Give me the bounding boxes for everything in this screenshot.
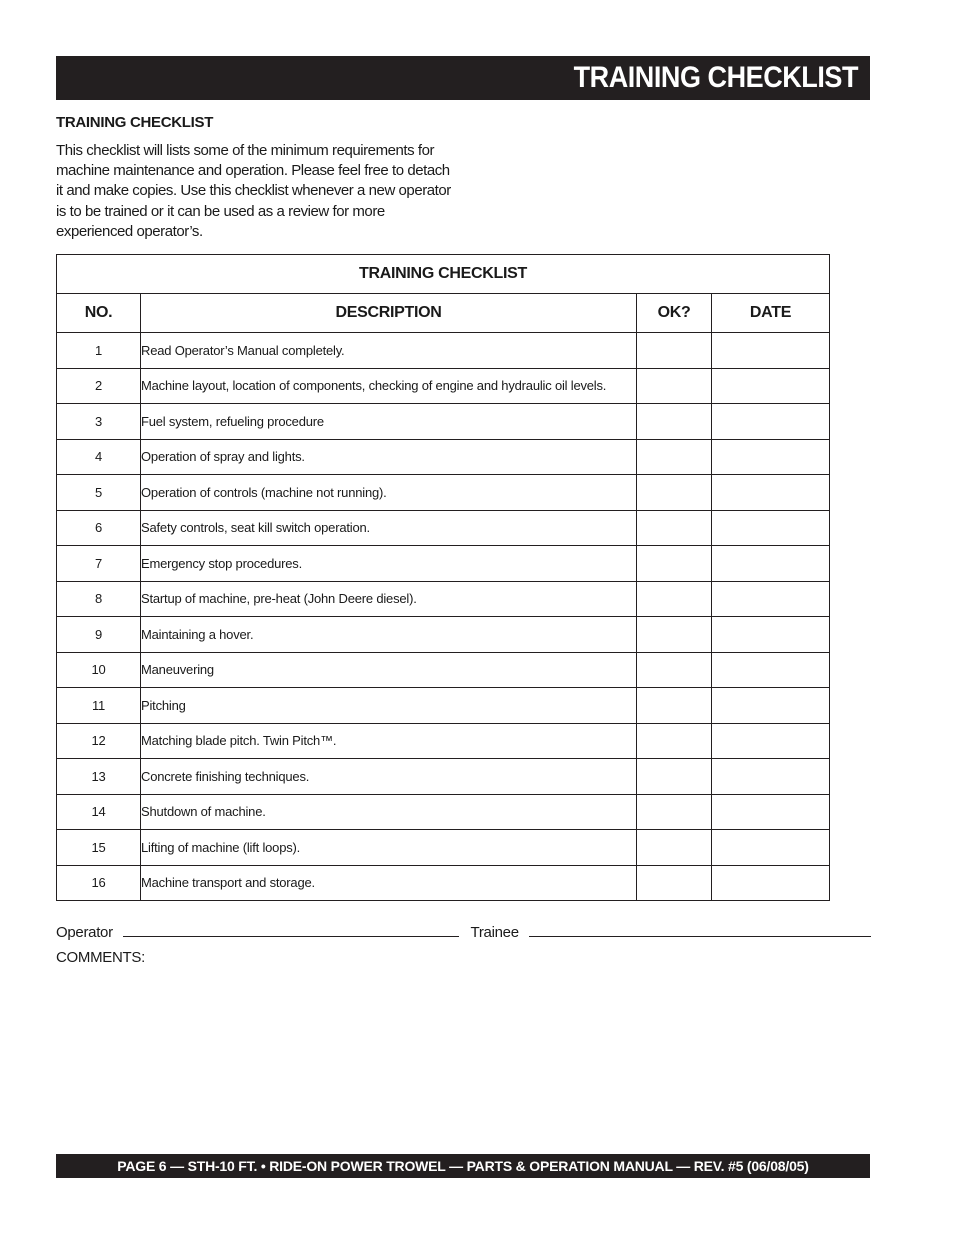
row-description: Concrete finishing techniques.: [141, 759, 637, 795]
date-cell[interactable]: [712, 546, 830, 582]
table-row: [57, 652, 830, 688]
table-row: [57, 688, 830, 724]
date-cell[interactable]: [712, 439, 830, 475]
date-cell[interactable]: [712, 581, 830, 617]
row-description: Maintaining a hover.: [141, 617, 637, 653]
ok-cell[interactable]: [637, 333, 712, 369]
date-cell[interactable]: [712, 617, 830, 653]
ok-cell[interactable]: [637, 404, 712, 440]
date-cell[interactable]: [712, 794, 830, 830]
trainee-signature-line[interactable]: [529, 922, 871, 937]
row-description: Operation of controls (machine not running).: [141, 475, 637, 511]
trainee-label: Trainee: [470, 924, 519, 941]
ok-cell[interactable]: [637, 794, 712, 830]
row-description: Fuel system, refueling procedure: [141, 404, 637, 440]
row-number: 7: [57, 546, 141, 582]
row-number: 9: [57, 617, 141, 653]
date-cell[interactable]: [712, 759, 830, 795]
table-row: [57, 439, 830, 475]
column-header-description: DESCRIPTION: [141, 294, 637, 333]
row-number: 2: [57, 368, 141, 404]
row-number: 4: [57, 439, 141, 475]
row-number: 13: [57, 759, 141, 795]
section-heading: TRAINING CHECKLIST: [56, 114, 214, 131]
row-number: 15: [57, 830, 141, 866]
table-row: [57, 794, 830, 830]
table-row: [57, 510, 830, 546]
row-number: 10: [57, 652, 141, 688]
signature-row: [56, 922, 870, 941]
row-number: 8: [57, 581, 141, 617]
ok-cell[interactable]: [637, 688, 712, 724]
ok-cell[interactable]: [637, 510, 712, 546]
ok-cell[interactable]: [637, 865, 712, 901]
ok-cell[interactable]: [637, 368, 712, 404]
date-cell[interactable]: [712, 368, 830, 404]
date-cell[interactable]: [712, 865, 830, 901]
table-row: [57, 333, 830, 369]
row-number: 6: [57, 510, 141, 546]
table-row: [57, 830, 830, 866]
row-description: Maneuvering: [141, 652, 637, 688]
footer-text: PAGE 6 — STH-10 FT. • RIDE-ON POWER TROWEL — PARTS & OPERATION MANUAL — REV. #5 (06/08/05): [117, 1158, 809, 1174]
table-body: [57, 333, 830, 901]
row-description: Read Operator’s Manual completely.: [141, 333, 637, 369]
ok-cell[interactable]: [637, 581, 712, 617]
row-description: Safety controls, seat kill switch operation.: [141, 510, 637, 546]
ok-cell[interactable]: [637, 439, 712, 475]
ok-cell[interactable]: [637, 830, 712, 866]
row-description: Startup of machine, pre-heat (John Deere diesel).: [141, 581, 637, 617]
row-number: 3: [57, 404, 141, 440]
date-cell[interactable]: [712, 830, 830, 866]
ok-cell[interactable]: [637, 759, 712, 795]
table-header-row: [57, 294, 830, 333]
table-row: [57, 723, 830, 759]
date-cell[interactable]: [712, 510, 830, 546]
table-row: [57, 404, 830, 440]
row-description: Machine layout, location of components, checking of engine and hydraulic oil levels.: [141, 368, 637, 404]
table-row: [57, 617, 830, 653]
comments-label: COMMENTS:: [56, 949, 145, 966]
table-row: [57, 759, 830, 795]
column-header-ok: OK?: [637, 294, 712, 333]
title-bar: [56, 56, 870, 100]
table-caption-row: [57, 255, 830, 294]
column-header-no: NO.: [57, 294, 141, 333]
operator-signature-line[interactable]: [123, 922, 459, 937]
date-cell[interactable]: [712, 333, 830, 369]
row-number: 12: [57, 723, 141, 759]
table-row: [57, 581, 830, 617]
row-number: 1: [57, 333, 141, 369]
ok-cell[interactable]: [637, 652, 712, 688]
intro-paragraph: This checklist will lists some of the minimum requirements for machine maintenance and operation. Please feel free to detach it and make copies. Use this checklist whenever a new operator is to be trained or it can be used as a review for more experienced operator’s.: [56, 142, 451, 240]
row-description: Shutdown of machine.: [141, 794, 637, 830]
row-description: Machine transport and storage.: [141, 865, 637, 901]
row-number: 16: [57, 865, 141, 901]
row-number: 11: [57, 688, 141, 724]
ok-cell[interactable]: [637, 617, 712, 653]
row-number: 14: [57, 794, 141, 830]
row-description: Pitching: [141, 688, 637, 724]
date-cell[interactable]: [712, 723, 830, 759]
row-number: 5: [57, 475, 141, 511]
table-row: [57, 546, 830, 582]
row-description: Operation of spray and lights.: [141, 439, 637, 475]
ok-cell[interactable]: [637, 723, 712, 759]
page-title: TRAINING CHECKLIST: [573, 61, 858, 94]
date-cell[interactable]: [712, 652, 830, 688]
date-cell[interactable]: [712, 475, 830, 511]
date-cell[interactable]: [712, 404, 830, 440]
row-description: Lifting of machine (lift loops).: [141, 830, 637, 866]
table-row: [57, 475, 830, 511]
table-caption: TRAINING CHECKLIST: [57, 255, 830, 294]
row-description: Emergency stop procedures.: [141, 546, 637, 582]
ok-cell[interactable]: [637, 475, 712, 511]
table-row: [57, 368, 830, 404]
training-checklist-table: [56, 254, 830, 901]
row-description: Matching blade pitch. Twin Pitch™.: [141, 723, 637, 759]
operator-label: Operator: [56, 924, 113, 941]
footer-bar: [56, 1154, 870, 1178]
date-cell[interactable]: [712, 688, 830, 724]
ok-cell[interactable]: [637, 546, 712, 582]
table-row: [57, 865, 830, 901]
column-header-date: DATE: [712, 294, 830, 333]
